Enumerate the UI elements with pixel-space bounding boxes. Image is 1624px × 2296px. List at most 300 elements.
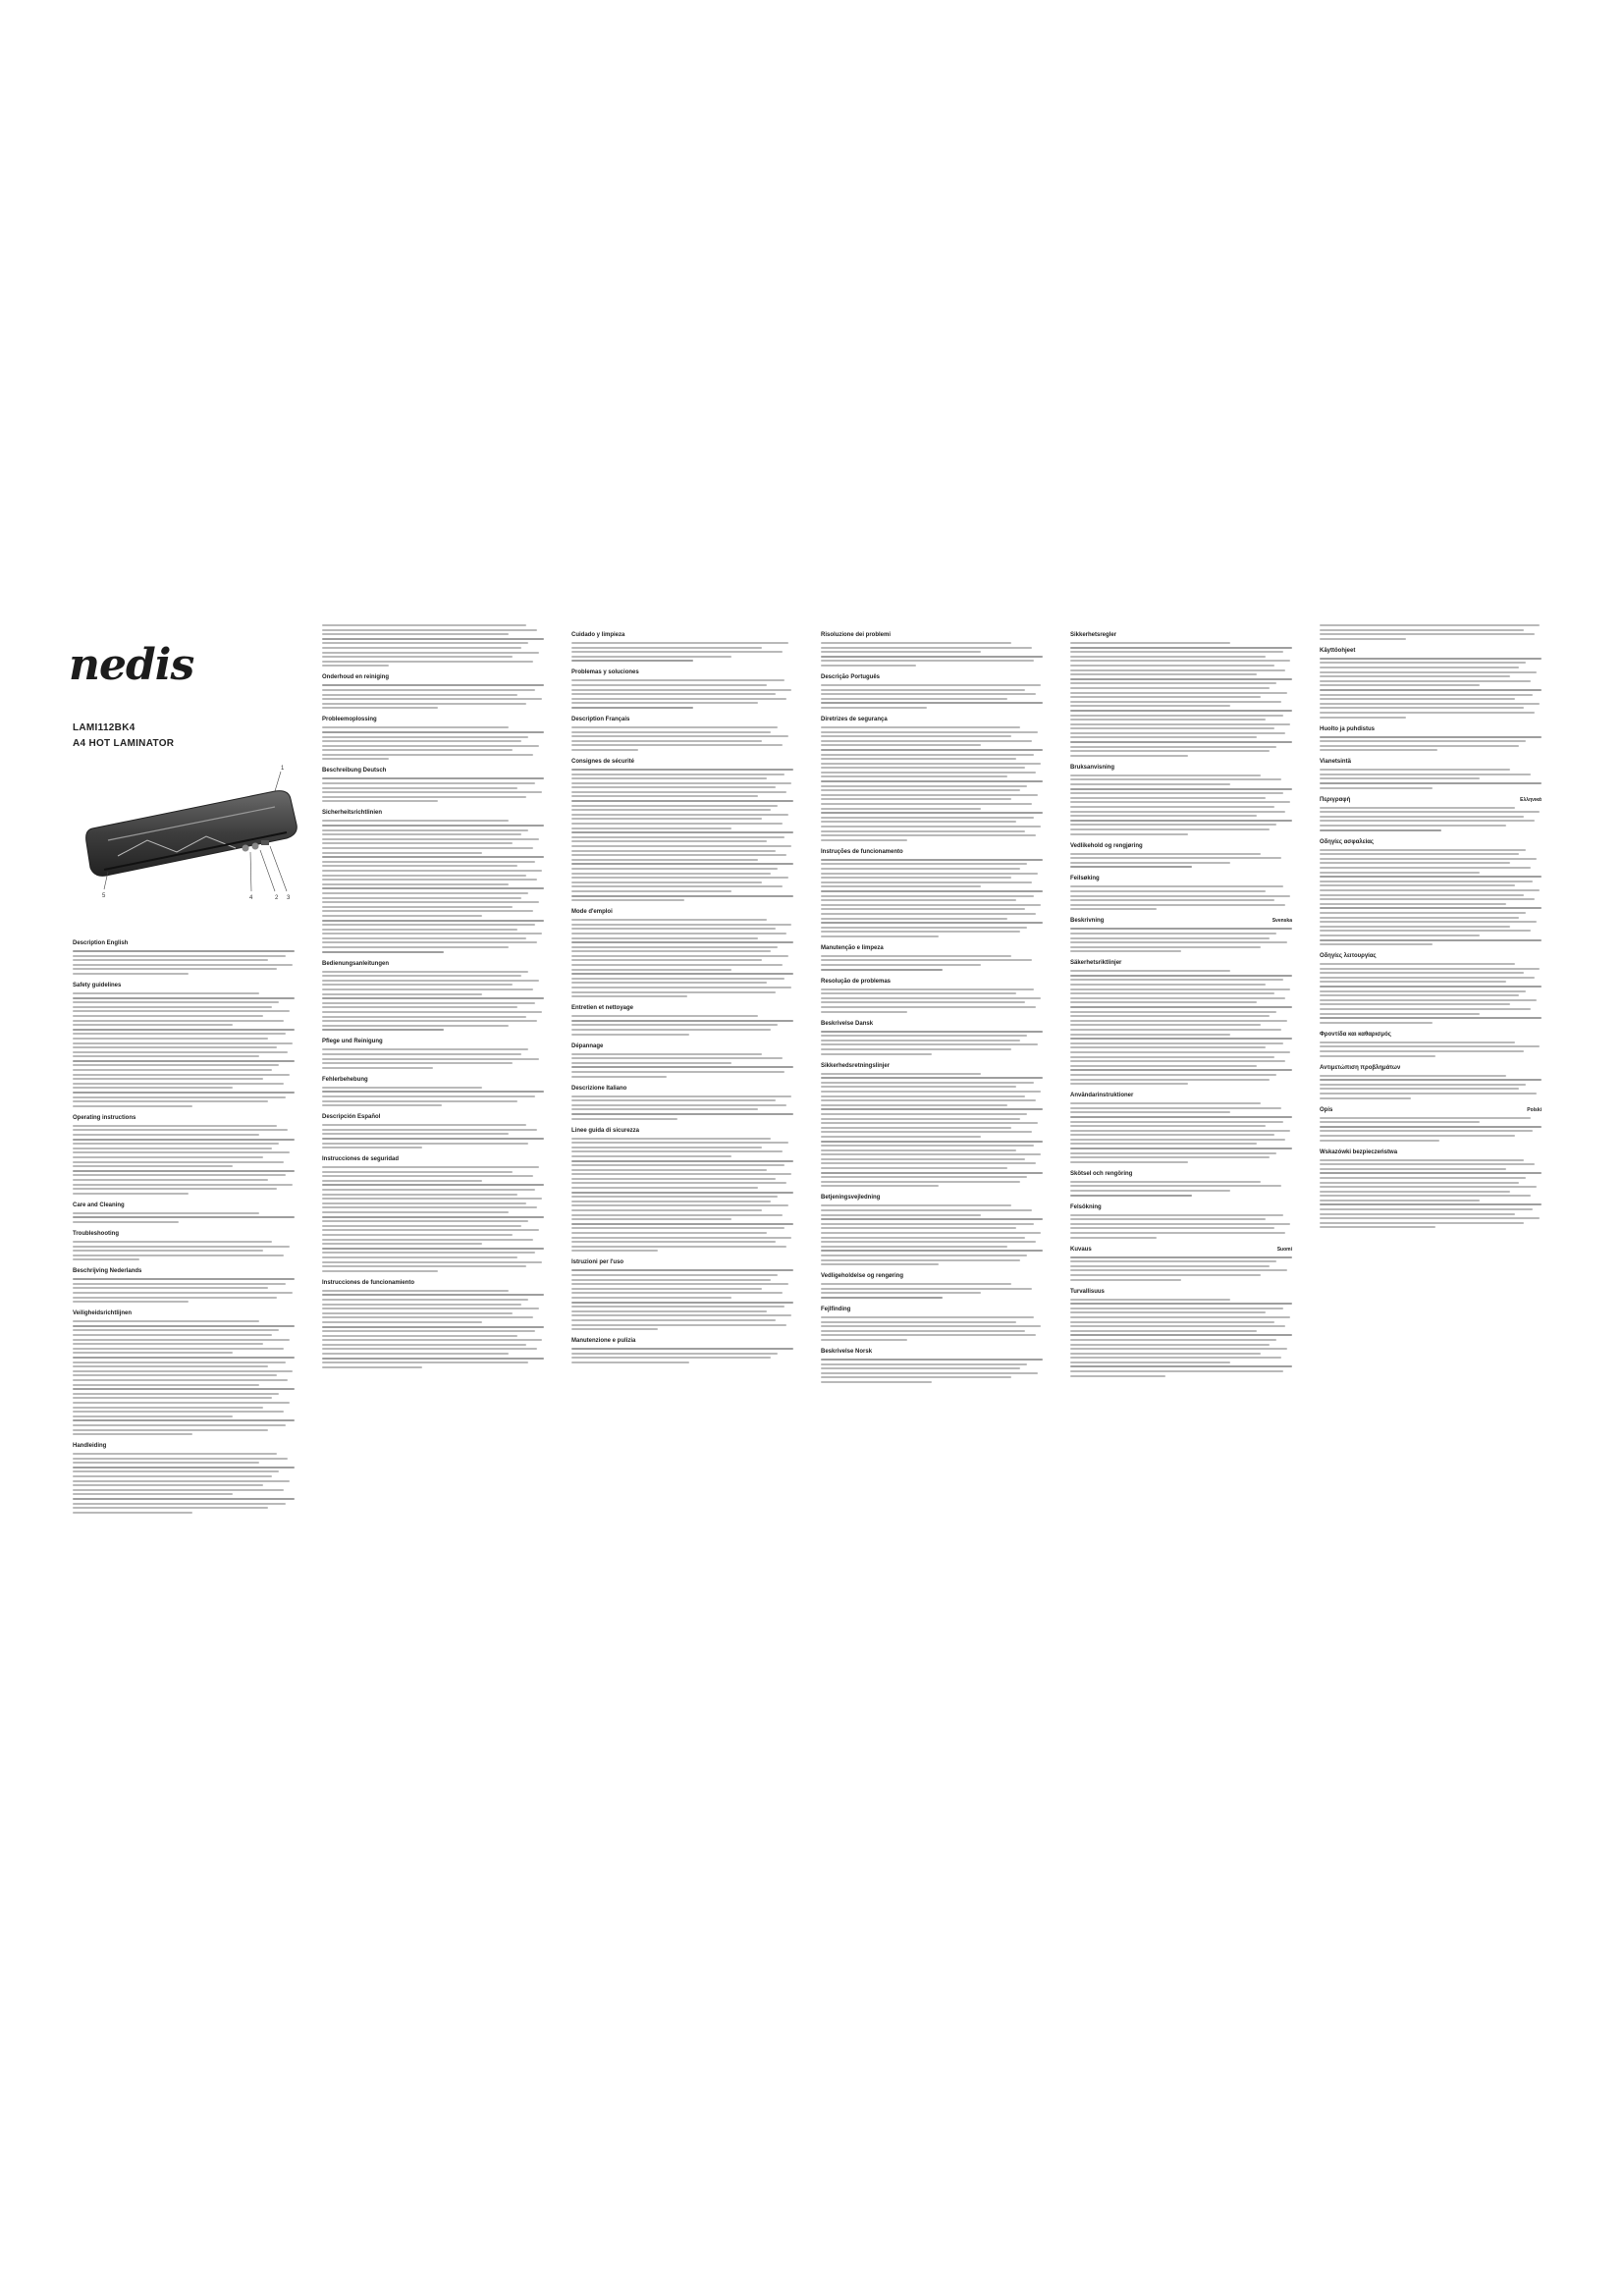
text-line xyxy=(1320,1055,1435,1057)
text-line xyxy=(322,1175,533,1177)
text-line xyxy=(322,1206,537,1208)
text-line xyxy=(73,1374,277,1376)
text-line xyxy=(1070,682,1276,684)
text-line xyxy=(1070,815,1257,817)
section-heading xyxy=(571,1042,793,1050)
text-line xyxy=(1070,1227,1274,1229)
text-line xyxy=(322,975,521,977)
text-line xyxy=(1320,1217,1540,1219)
text-line xyxy=(73,1453,277,1455)
text-line xyxy=(73,1348,284,1350)
text-line xyxy=(1320,811,1540,813)
section-heading xyxy=(73,1442,295,1450)
section-heading xyxy=(73,939,295,947)
text-line xyxy=(322,825,544,827)
text-line xyxy=(322,988,533,990)
text-line xyxy=(1320,884,1515,886)
text-line xyxy=(322,1211,509,1213)
section-heading-text: Αντιμετώπιση προβλημάτων xyxy=(1320,1064,1401,1071)
text-line xyxy=(322,1339,542,1341)
text-line xyxy=(73,1475,272,1477)
section-heading xyxy=(1320,1064,1542,1072)
text-line xyxy=(1320,972,1524,974)
text-line xyxy=(322,633,509,635)
text-line xyxy=(322,1294,544,1296)
text-line xyxy=(1070,1321,1274,1323)
text-line xyxy=(322,1011,542,1013)
text-line xyxy=(821,744,981,746)
text-line xyxy=(73,997,295,999)
text-line xyxy=(73,1156,263,1158)
text-line xyxy=(571,1357,771,1359)
text-line xyxy=(821,1095,1025,1097)
text-line xyxy=(821,1158,1025,1160)
text-line xyxy=(821,1006,1036,1008)
text-line xyxy=(571,1269,793,1271)
nedis-logo xyxy=(67,640,212,691)
text-line xyxy=(1070,1353,1261,1355)
text-line xyxy=(821,1167,1007,1169)
section-heading-text: Descrição Português xyxy=(821,673,881,680)
text-line xyxy=(322,661,533,663)
text-line xyxy=(1070,1130,1290,1132)
text-line xyxy=(1320,917,1519,919)
text-line xyxy=(322,1348,537,1350)
text-line xyxy=(322,754,533,756)
text-line xyxy=(1070,1299,1230,1301)
text-line xyxy=(821,955,1011,957)
text-line xyxy=(322,652,539,654)
text-line xyxy=(73,1184,293,1186)
text-line xyxy=(322,684,544,686)
text-line xyxy=(571,933,786,934)
text-line xyxy=(821,1108,1043,1110)
text-line xyxy=(571,693,776,695)
text-line xyxy=(571,809,771,811)
text-line xyxy=(1070,651,1283,653)
section-heading-text: Resolução de problemas xyxy=(821,978,892,985)
text-line xyxy=(571,1353,778,1355)
text-line xyxy=(571,836,785,838)
text-line xyxy=(1320,662,1526,664)
text-line xyxy=(821,873,1038,875)
text-line xyxy=(1070,746,1276,748)
text-line xyxy=(73,1006,272,1008)
text-line xyxy=(571,702,758,704)
text-line xyxy=(571,959,762,961)
text-line xyxy=(1320,1126,1542,1128)
section-heading-text: Kuvaus xyxy=(1070,1246,1092,1253)
text-line xyxy=(73,1105,192,1107)
text-line xyxy=(571,1250,658,1252)
text-line xyxy=(821,1031,1043,1033)
text-line xyxy=(1070,928,1292,930)
text-line xyxy=(821,767,1025,769)
text-line xyxy=(821,1376,1011,1378)
section-heading-text: Sikkerhedsretningslinjer xyxy=(821,1062,891,1069)
text-line xyxy=(1320,876,1542,878)
section-heading-text: Säkerhetsriktlinjer xyxy=(1070,960,1122,967)
text-line xyxy=(571,1232,767,1234)
text-line xyxy=(322,1202,526,1204)
text-line xyxy=(1070,1190,1230,1192)
text-line xyxy=(1070,1232,1285,1234)
text-line xyxy=(322,1362,528,1363)
text-line xyxy=(1070,1265,1270,1267)
text-line xyxy=(322,787,517,789)
text-line xyxy=(322,1229,539,1231)
section-heading-text: Linee guida di sicurezza xyxy=(571,1127,640,1134)
text-line xyxy=(1070,988,1290,990)
text-line xyxy=(322,937,526,939)
text-line xyxy=(571,1142,788,1144)
text-line xyxy=(1320,1140,1439,1142)
text-line xyxy=(1070,727,1274,729)
text-line xyxy=(73,1051,288,1053)
section-heading xyxy=(821,673,1043,681)
text-line xyxy=(1070,1344,1270,1346)
text-line xyxy=(322,689,535,691)
text-line xyxy=(571,1057,783,1059)
text-line xyxy=(322,1299,528,1301)
text-line xyxy=(571,1328,658,1330)
text-line xyxy=(1320,862,1510,864)
section-heading-text: Skötsel och rengöring xyxy=(1070,1170,1133,1177)
text-line xyxy=(571,845,791,847)
text-line xyxy=(1070,1083,1188,1085)
section-heading xyxy=(821,944,1043,952)
text-line xyxy=(821,647,1032,649)
text-line xyxy=(1320,1079,1542,1081)
text-line xyxy=(821,1127,1011,1129)
text-line xyxy=(322,736,528,738)
text-line xyxy=(571,1324,786,1326)
text-line xyxy=(322,1225,521,1227)
text-line xyxy=(1320,740,1526,742)
text-line xyxy=(73,1024,233,1026)
text-line xyxy=(821,1145,1034,1147)
text-line xyxy=(1070,701,1281,703)
text-line xyxy=(1070,946,1261,948)
section-heading xyxy=(1070,1092,1292,1099)
text-line xyxy=(821,1223,1034,1225)
text-line xyxy=(821,707,927,709)
column-3 xyxy=(571,624,793,1365)
text-line xyxy=(821,1073,981,1075)
text-line xyxy=(1320,990,1526,992)
text-line xyxy=(571,1314,791,1316)
text-line xyxy=(1320,712,1535,714)
text-line xyxy=(571,679,785,681)
section-heading-text: Φροντίδα και καθαρισμός xyxy=(1320,1031,1391,1038)
text-line xyxy=(571,946,778,948)
section-heading-text: Risoluzione dei problemi xyxy=(821,632,892,638)
section-heading xyxy=(1070,631,1292,639)
section-heading xyxy=(571,1258,793,1266)
text-line xyxy=(322,941,537,943)
text-line xyxy=(322,1143,528,1145)
text-line xyxy=(821,1381,932,1383)
text-line xyxy=(821,693,1036,695)
section-heading-text: Description English xyxy=(73,940,129,946)
text-line xyxy=(821,740,1032,742)
text-line xyxy=(1320,807,1515,809)
section-heading xyxy=(322,1279,544,1287)
text-line xyxy=(1070,1260,1276,1262)
text-line xyxy=(73,1419,295,1421)
text-line xyxy=(571,1020,793,1022)
text-line xyxy=(73,1020,284,1022)
section-heading-text: Probleemoplossing xyxy=(322,717,377,723)
section-heading xyxy=(322,1076,544,1084)
text-line xyxy=(1320,853,1519,855)
text-line xyxy=(322,865,517,867)
text-line xyxy=(571,1173,791,1175)
text-line xyxy=(1320,872,1480,874)
text-line xyxy=(1070,895,1290,897)
text-line xyxy=(1320,1213,1515,1215)
text-line xyxy=(821,656,1043,658)
text-line xyxy=(571,1348,793,1350)
text-line xyxy=(821,689,1025,691)
text-line xyxy=(821,651,981,653)
text-line xyxy=(322,924,535,926)
section-heading xyxy=(571,908,793,916)
section-heading xyxy=(73,1114,295,1122)
text-line xyxy=(322,997,544,999)
section-heading-text: Beschreibung Deutsch xyxy=(322,768,387,774)
text-line xyxy=(1320,1195,1531,1197)
text-line xyxy=(1320,816,1524,818)
text-line xyxy=(1070,692,1287,694)
text-line xyxy=(821,1339,907,1341)
text-line xyxy=(821,1131,1032,1133)
section-heading xyxy=(73,1267,295,1275)
text-line xyxy=(1070,801,1290,803)
text-line xyxy=(322,875,526,877)
text-line xyxy=(1070,1357,1281,1359)
section-heading xyxy=(1070,1288,1292,1296)
text-line xyxy=(571,735,788,737)
text-line xyxy=(821,964,981,966)
text-line xyxy=(322,1058,539,1060)
section-heading xyxy=(1070,917,1292,925)
text-line xyxy=(1320,1186,1537,1188)
text-line xyxy=(571,731,771,733)
text-line xyxy=(1070,1237,1157,1239)
text-line xyxy=(571,1024,778,1026)
text-line xyxy=(1320,1084,1526,1086)
text-line xyxy=(1070,1362,1230,1363)
text-line xyxy=(821,997,1041,999)
text-line xyxy=(1070,1339,1276,1341)
text-line xyxy=(1320,1008,1531,1010)
section-heading xyxy=(322,716,544,723)
text-line xyxy=(1320,1088,1519,1090)
section-heading-text: Käyttöohjeet xyxy=(1320,647,1356,654)
text-line xyxy=(1070,1134,1274,1136)
text-line xyxy=(821,1001,1025,1003)
text-line xyxy=(1320,1017,1542,1019)
text-line xyxy=(322,1366,422,1368)
text-line xyxy=(1320,1177,1526,1179)
section-heading-text: Vedligeholdelse og rengøring xyxy=(821,1273,904,1280)
text-line xyxy=(821,1136,981,1138)
text-line xyxy=(571,1292,783,1294)
text-line xyxy=(571,1076,667,1078)
text-line xyxy=(1320,1163,1535,1165)
text-line xyxy=(1070,1325,1285,1327)
section-heading-text: Consignes de sécurité xyxy=(571,758,635,765)
text-line xyxy=(73,1379,288,1381)
text-line xyxy=(1070,1334,1292,1336)
section-heading xyxy=(821,716,1043,723)
text-line xyxy=(322,1166,539,1168)
text-line xyxy=(1070,1269,1287,1271)
text-line xyxy=(821,959,1032,961)
text-line xyxy=(1070,1038,1292,1040)
text-line xyxy=(1070,1223,1290,1225)
text-line xyxy=(1070,1042,1283,1044)
text-line xyxy=(73,968,277,970)
text-line xyxy=(322,1048,528,1050)
text-line xyxy=(571,1155,731,1157)
text-line xyxy=(1320,684,1480,686)
section-heading xyxy=(1320,1031,1542,1039)
text-line xyxy=(73,1188,277,1190)
text-line xyxy=(322,1321,482,1323)
text-line xyxy=(571,924,791,926)
text-line xyxy=(821,1214,981,1216)
svg-text:nedis: nedis xyxy=(69,640,194,690)
callout-4: 4 xyxy=(249,895,253,901)
text-line xyxy=(73,1143,279,1145)
text-line xyxy=(1320,1182,1519,1184)
section-heading-text: Handleiding xyxy=(73,1443,107,1450)
text-line xyxy=(322,892,528,894)
text-line xyxy=(73,1470,279,1472)
text-line xyxy=(571,647,762,649)
text-line xyxy=(73,1402,290,1404)
power-indicator-icon xyxy=(243,845,249,852)
text-line xyxy=(571,1147,762,1148)
text-line xyxy=(1070,890,1266,892)
text-line xyxy=(1320,1117,1531,1119)
text-line xyxy=(821,1363,1027,1365)
text-line xyxy=(571,774,785,775)
text-line xyxy=(1070,811,1285,813)
text-line xyxy=(571,1237,791,1239)
section-heading-text: Troubleshooting xyxy=(73,1230,119,1237)
text-line xyxy=(73,1064,279,1066)
text-line xyxy=(73,1010,290,1012)
text-line xyxy=(1070,950,1181,952)
text-line xyxy=(821,1176,1027,1178)
section-heading-text: Fejlfinding xyxy=(821,1306,851,1312)
text-line xyxy=(571,707,693,709)
callout-2: 2 xyxy=(275,895,279,901)
text-line xyxy=(322,820,509,822)
text-line xyxy=(571,1192,793,1194)
text-line xyxy=(73,1255,284,1256)
text-line xyxy=(1070,857,1281,859)
text-line xyxy=(821,826,1041,828)
text-line xyxy=(1320,624,1540,626)
text-line xyxy=(322,758,389,760)
text-line xyxy=(73,1388,295,1390)
text-line xyxy=(1070,1111,1230,1113)
text-line xyxy=(571,941,793,943)
text-line xyxy=(821,1283,1011,1285)
section-heading-text: Οδηγίες ασφαλείας xyxy=(1320,838,1375,845)
text-line xyxy=(821,698,1007,700)
text-line xyxy=(821,1149,1016,1151)
text-line xyxy=(322,1020,537,1022)
text-line xyxy=(73,955,286,957)
text-line xyxy=(821,754,1034,756)
text-line xyxy=(821,834,1036,836)
text-line xyxy=(322,647,521,649)
text-line xyxy=(73,1320,259,1322)
text-line xyxy=(1070,750,1270,752)
text-line xyxy=(1070,741,1292,743)
callout-1: 1 xyxy=(281,766,285,772)
section-heading-text: Beskrivning xyxy=(1070,918,1105,925)
text-line xyxy=(821,1181,1020,1183)
text-line xyxy=(821,1297,943,1299)
text-line xyxy=(1070,660,1290,662)
section-heading-text: Descripción Español xyxy=(322,1114,381,1121)
text-line xyxy=(322,1265,526,1267)
text-line xyxy=(571,777,767,779)
text-line xyxy=(571,726,778,728)
text-line xyxy=(1320,986,1542,988)
text-line xyxy=(1070,1279,1181,1281)
text-line xyxy=(571,805,778,807)
text-line xyxy=(322,638,544,640)
text-line xyxy=(73,1074,290,1076)
text-line xyxy=(571,814,788,816)
text-line xyxy=(1070,736,1257,738)
text-line xyxy=(571,1178,776,1180)
text-line xyxy=(821,1250,1043,1252)
text-line xyxy=(571,1209,762,1211)
text-line xyxy=(322,1194,517,1196)
text-line xyxy=(571,1053,762,1055)
text-line xyxy=(1320,717,1406,719)
text-line xyxy=(73,1493,233,1495)
text-line xyxy=(1070,732,1285,734)
text-line xyxy=(1070,970,1230,972)
text-line xyxy=(1320,858,1537,860)
text-line xyxy=(322,1029,444,1031)
text-line xyxy=(821,1321,1016,1323)
text-line xyxy=(322,1344,526,1346)
text-line xyxy=(571,1187,758,1189)
text-line xyxy=(1070,1060,1285,1062)
text-line xyxy=(1070,1181,1261,1183)
section-heading-text: Diretrizes de segurança xyxy=(821,716,888,722)
text-line xyxy=(322,656,513,658)
text-line xyxy=(1070,1185,1281,1187)
model-number: LAMI112BK4 xyxy=(73,722,135,733)
text-line xyxy=(821,881,1032,883)
text-line xyxy=(571,782,791,784)
text-line xyxy=(821,642,1011,644)
text-line xyxy=(322,915,482,917)
text-line xyxy=(571,1099,776,1101)
text-line xyxy=(571,881,762,883)
